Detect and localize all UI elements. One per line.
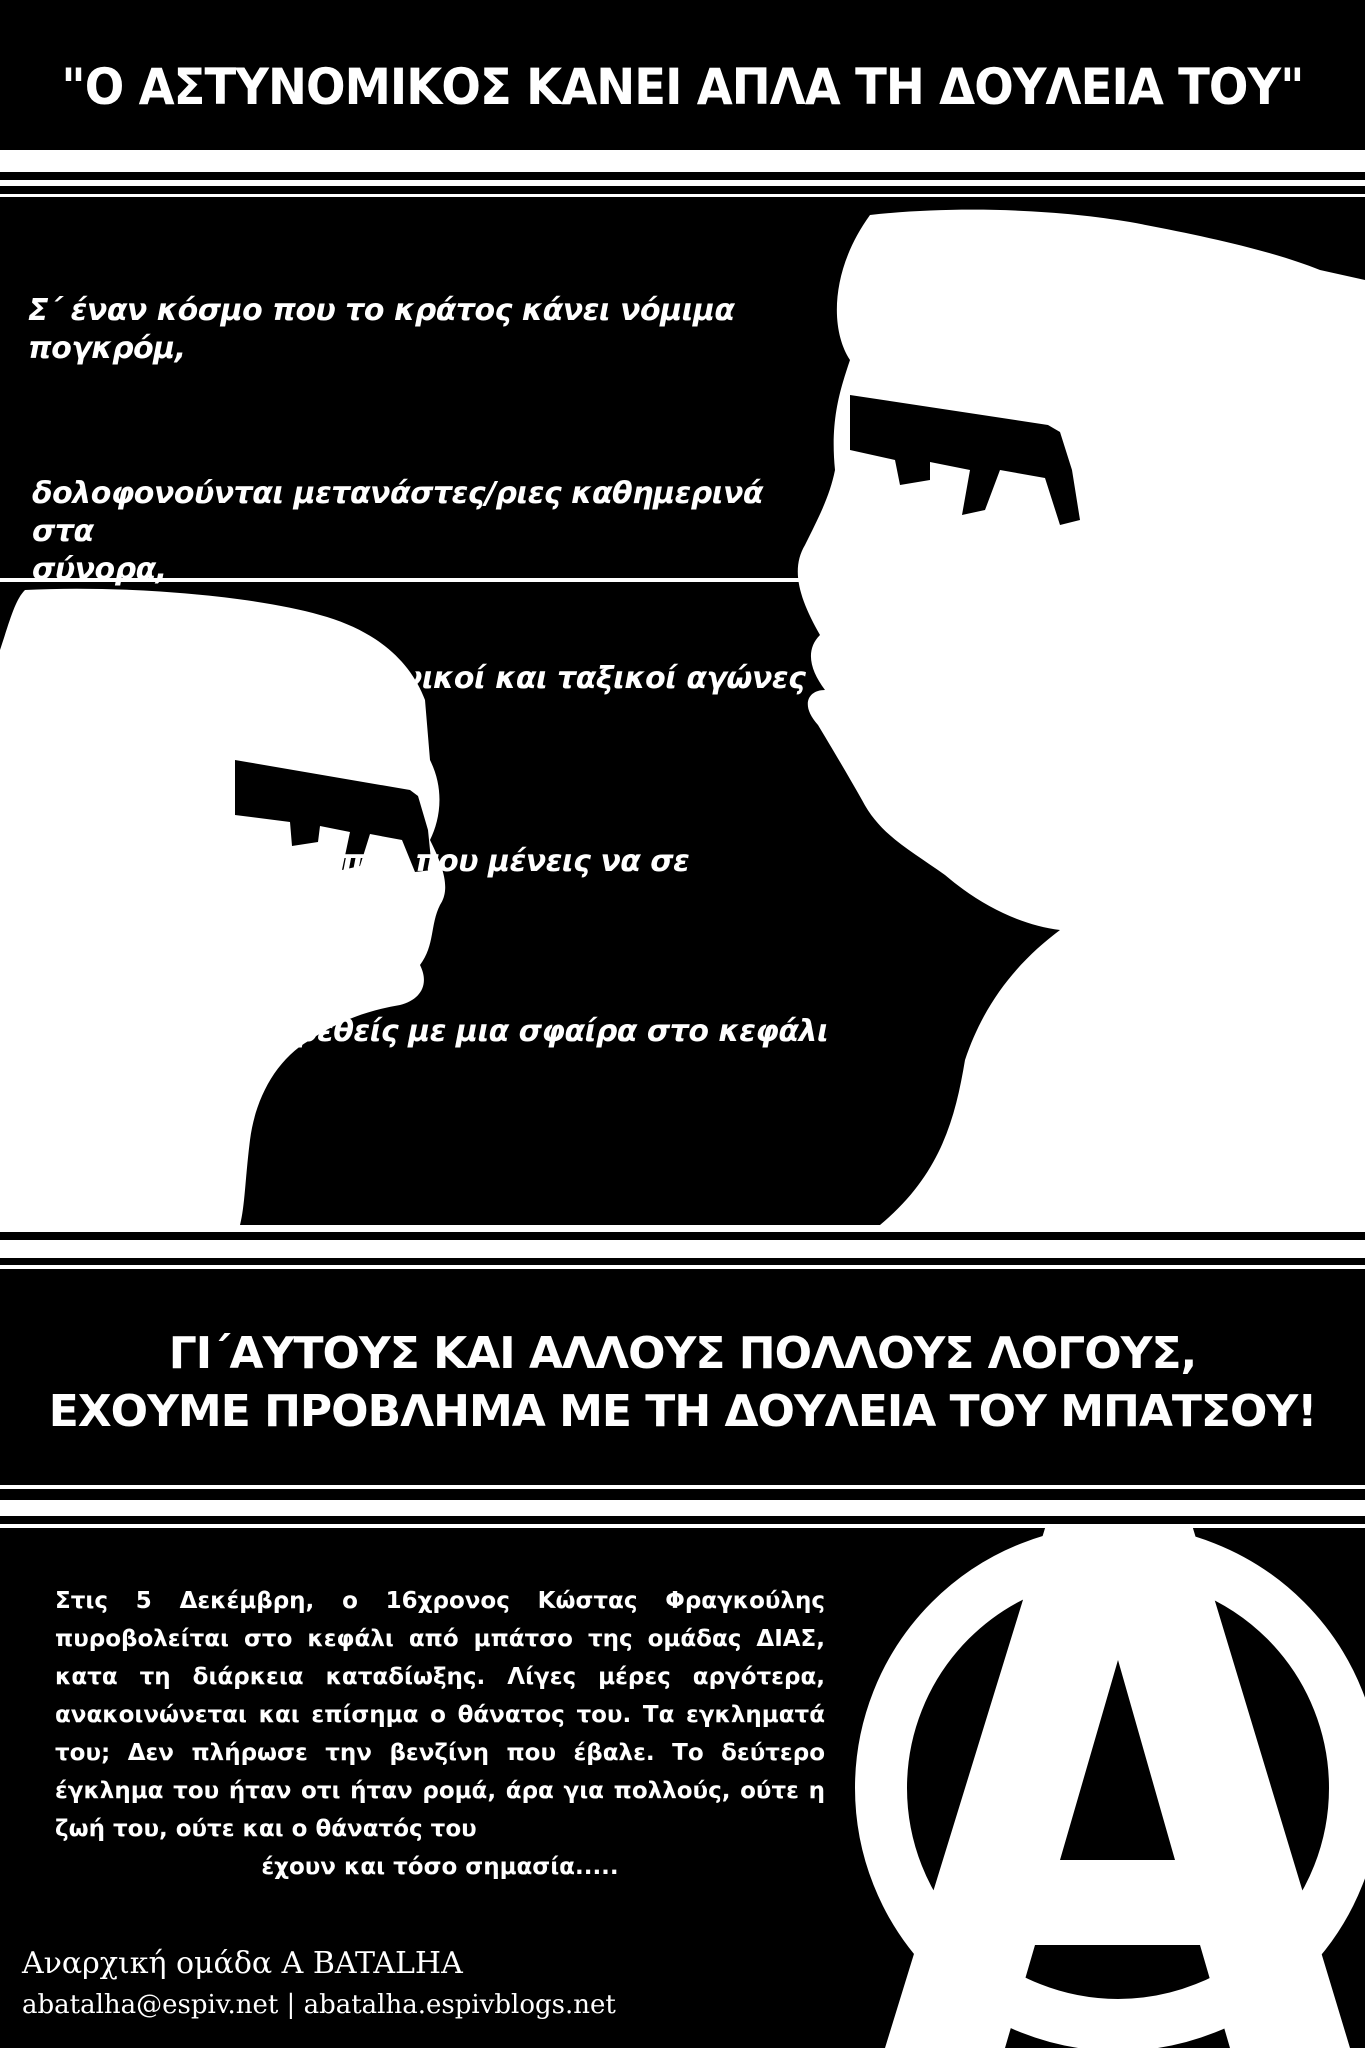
verse-2 [32,475,832,589]
anarchy-symbol-icon [881,1525,1355,2048]
paragraph-last-line: έχουν και τόσο σημασία..... [261,1854,619,1880]
verse-line: έξω, [30,920,100,955]
verse-4 [30,843,850,957]
verse-line: σύνορα, [32,552,167,587]
headline-line: ΓΙ΄ΑΥΤΟΥΣ ΚΑΙ ΑΛΛΟΥΣ ΠΟΛΛΟΥΣ ΛΟΓΟΥΣ, [168,1328,1197,1379]
contact-info: abatalha@espiv.net | abatalha.espivblogs.net [22,1990,616,2020]
group-signature: Αναρχική ομάδα Α BATALHA [22,1946,463,1981]
paragraph-text: Στις 5 Δεκέμβρη, ο 16χρονος Κώστας Φραγκούλης πυροβολείται στο κεφάλι από μπάτσο της ομάδας ΔΙΑΣ, κατα τη διάρκεια καταδίωξης. Λίγες μέρες αργότερα, ανακοινώνεται και επίσημα ο θάνατος του. Τα εγκληματά του; Δεν πλήρωσε την βενζίνη που έβαλε. Το δεύτερο έγκλημα του ήταν οτι ήταν ρομά, άρα για πολλούς, ούτε η ζωή του, ούτε και ο θάνατός του [55,1588,825,1842]
headline [0,1325,1365,1441]
verse-line: και μπορεί να βρεθείς με μια σφαίρα στο κεφάλι [40,1014,829,1049]
verse-1 [28,292,788,368]
silhouette-large [798,210,1365,1225]
verse-line: και διαδηλώσεις, [30,699,307,734]
verse-line: πογκρόμ, [28,331,186,366]
top-stripes [0,150,1365,197]
verse-line: δολοφονούνται μετανάστες/ριες καθημερινά στα [32,476,764,549]
body-paragraph [55,1582,825,1886]
verse-5 [40,1013,860,1051]
headline-line: ΕΧΟΥΜΕ ΠΡΟΒΛΗΜΑ ΜΕ ΤΗ ΔΟΥΛΕΙΑ ΤΟΥ ΜΠΑΤΣΟΥ! [48,1386,1317,1437]
verse-line: μπουκάρουν στο σπίτι που μένεις να σε πετάξουν [30,844,690,917]
verse-3 [30,660,850,736]
verse-line: καταστέλλονται κοινωνικοί και ταξικοί αγώνες [30,661,806,696]
page-title: "Ο ΑΣΤΥΝΟΜΙΚΟΣ ΚΑΝΕΙ ΑΠΛΑ ΤΗ ΔΟΥΛΕΙΑ ΤΟΥ" [61,58,1304,116]
verse-line: Σ΄ έναν κόσμο που το κράτος κάνει νόμιμα [28,293,735,328]
